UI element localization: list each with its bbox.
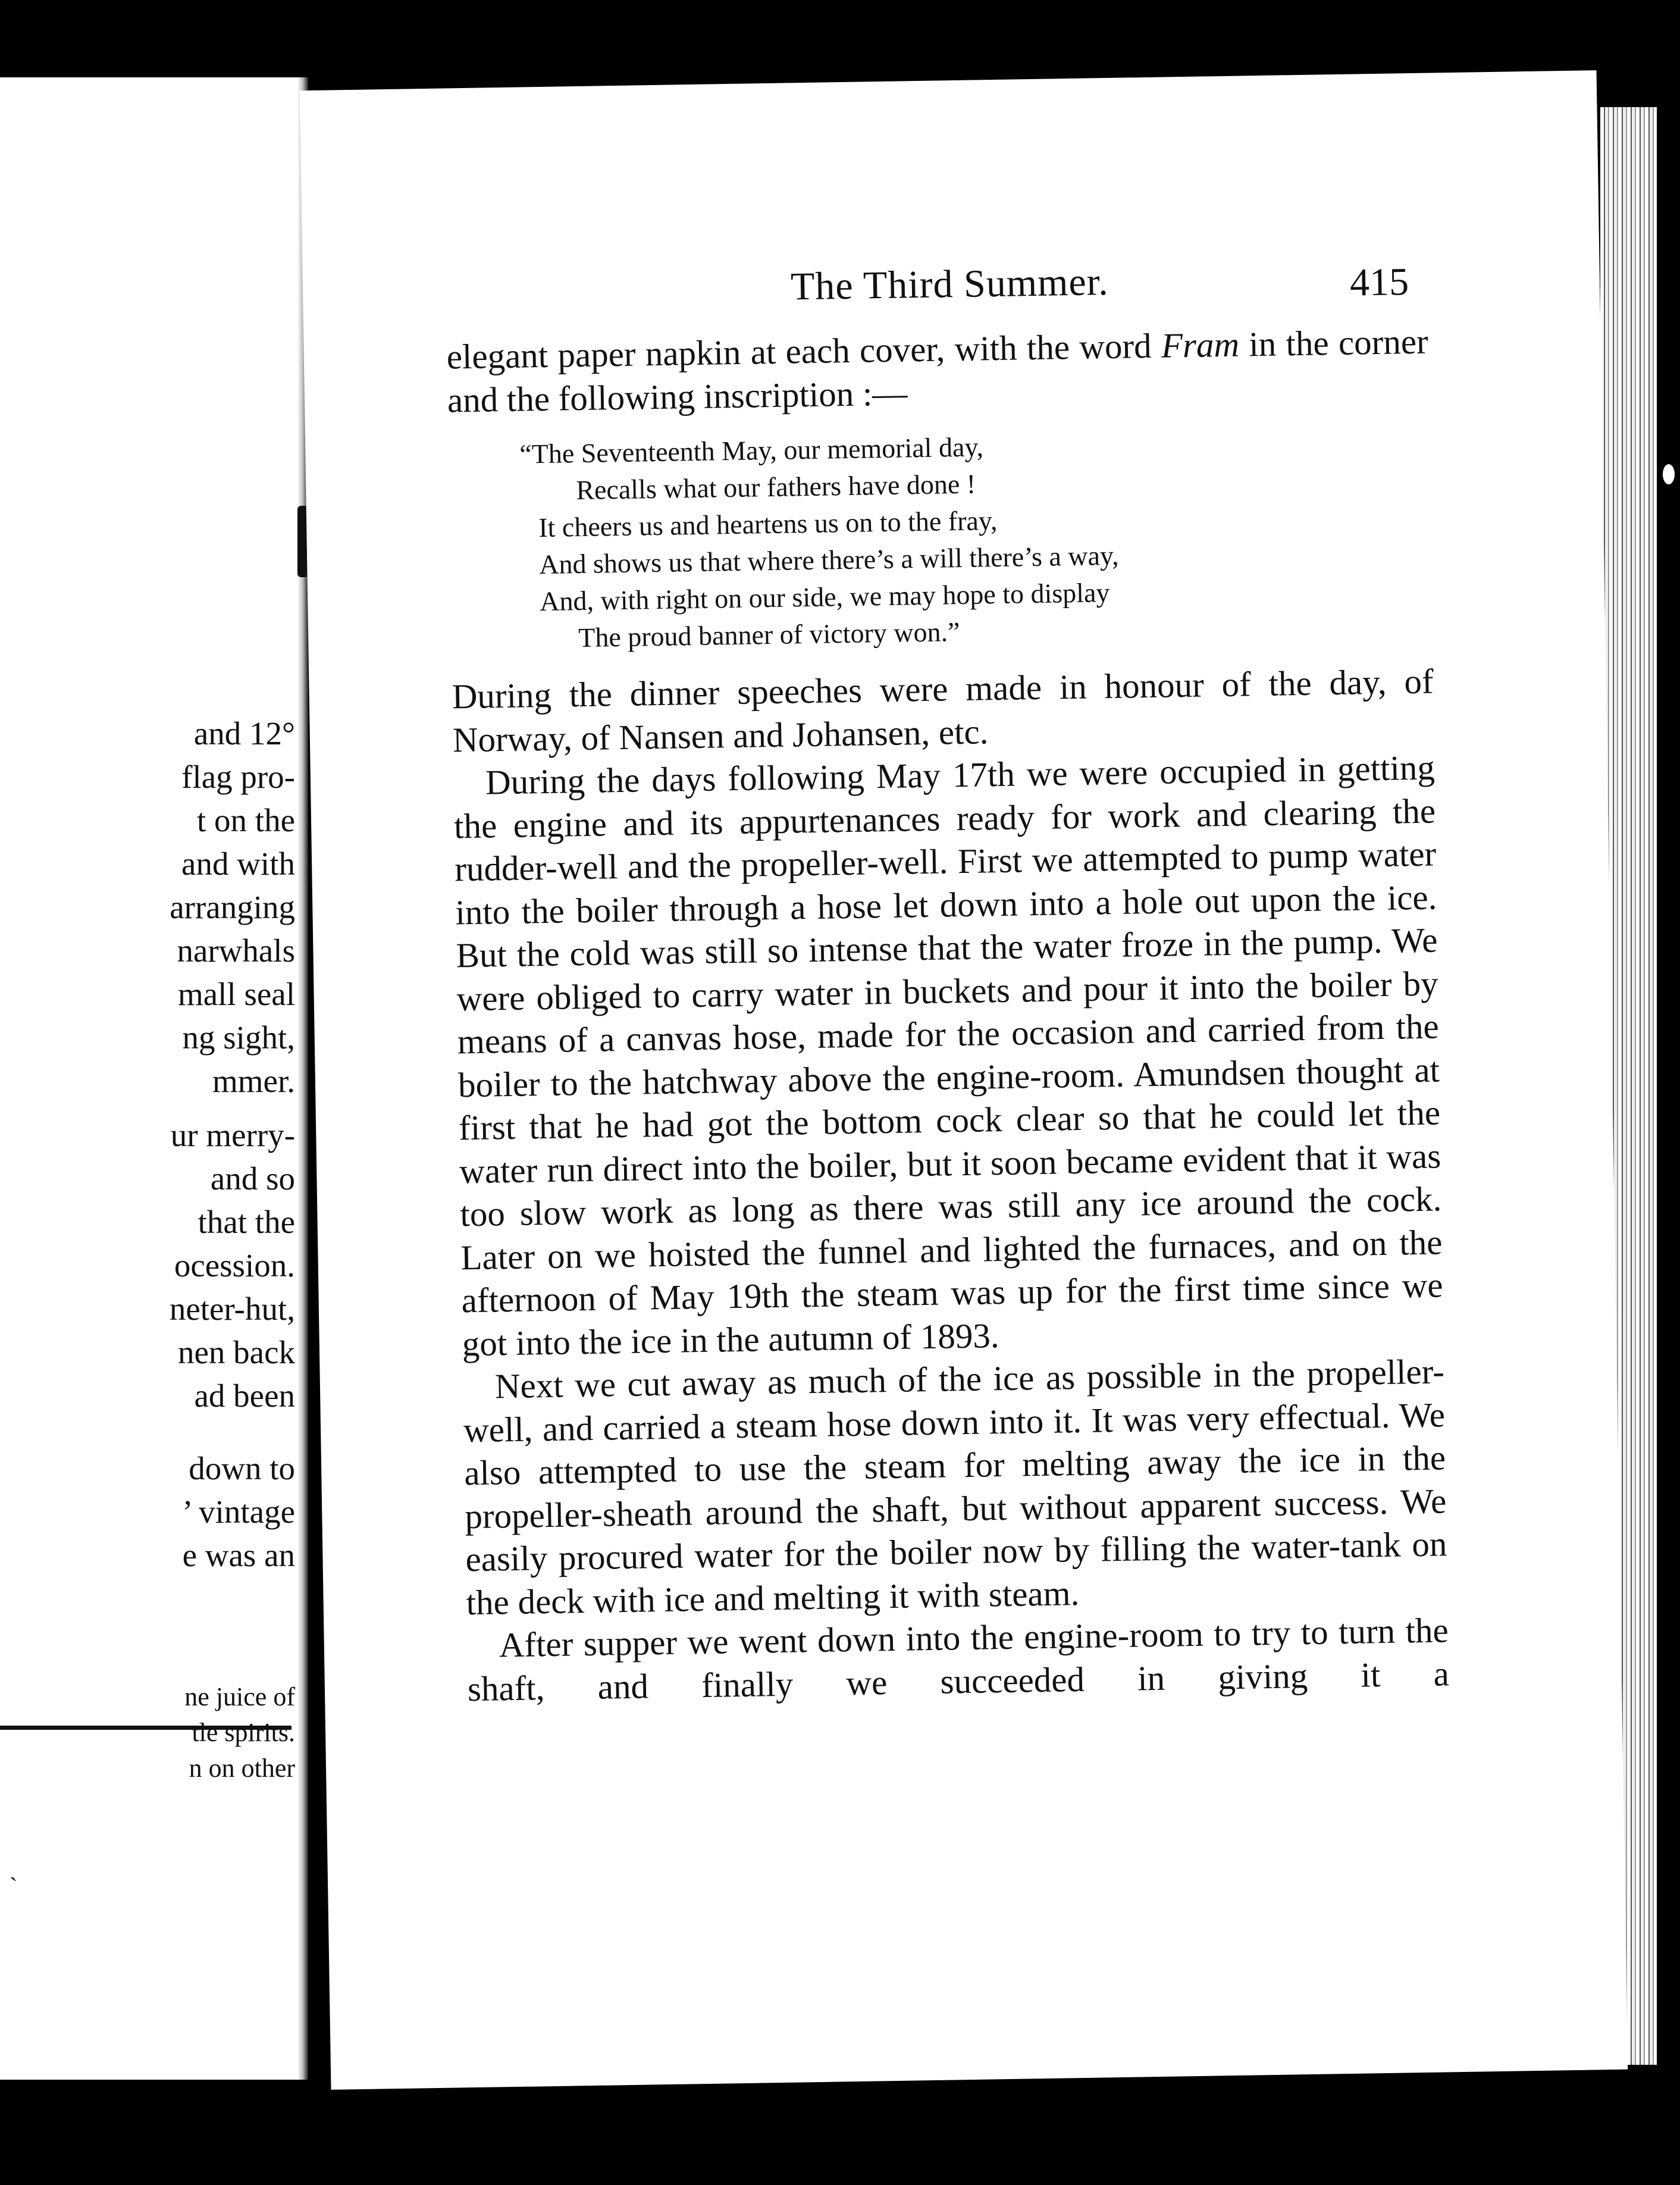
left-page (0, 77, 308, 2080)
poem-line: It cheers us and heartens us on to the fray, (538, 505, 998, 543)
opening-text-end: in the corner and the following inscription :— (447, 321, 1429, 420)
paragraph: During the days following May 17th we were occupied in getting the engine and its appurtenances ready for work and clearing the rudder-well and the propeller-well. First we attempted to pump water into the boiler through a hose let down into a hole out upon the ice. But the cold was still so intense that the water froze in the pump. We were obliged to carry water in buckets and pour it into the boiler by means of a canvas hose, made for the occasion and carried from the boiler to the hatchway above the engine-room. Amundsen thought at first that he had got the bottom cock clear so that he could let the water run direct into the boiler, but it soon became evident that it was too slow work as long as there was still any ice around the cock. Later on we hoisted the funnel and lighted the furnaces, and on the afternoon of May 19th the steam was up for the first time since we got into the ice in the autumn of 1893. (453, 747, 1444, 1363)
left-page-line: and so (210, 1160, 295, 1197)
edge-mark (1663, 464, 1675, 484)
running-head: The Third Summer. (790, 260, 1109, 309)
left-page-line: ocession. (174, 1247, 295, 1284)
paragraph: After supper we went down into the engine-room to try to turn the shaft, and finally we succeeded in giving it a (467, 1610, 1450, 1708)
left-page-line: ad been (194, 1378, 295, 1414)
left-page-line: t on the (197, 802, 295, 838)
poem-line: “The Seventeenth May, our memorial day, (519, 431, 984, 469)
left-page-line: flag pro- (181, 759, 295, 795)
body-text (446, 320, 1449, 1711)
left-page-line: down to (189, 1450, 295, 1486)
margin-mark: ` (10, 1873, 18, 1899)
left-page-line: that the (198, 1204, 295, 1240)
left-page-line: e was an (182, 1537, 295, 1573)
opening-paragraph (446, 320, 1429, 422)
paragraph: Next we cut away as much of the ice as possible in the propeller-well, and carried a steam hose down into it. It was very effectual. We also attempted to use the steam for melting away the ice in the propeller-sheath around the shaft, but without apparent success. We easily procured water for the boiler now by filling the water-tank on the deck with ice and melting it with steam. (463, 1351, 1447, 1622)
page-header (303, 252, 1600, 314)
left-page-line: and with (181, 846, 295, 882)
poem-line: Recalls what our fathers have done ! (575, 468, 976, 506)
left-footnote-line: ne juice of (184, 1682, 295, 1711)
paragraph: During the dinner speeches were made in honour of the day, of Norway, of Nansen and Johansen, etc. (452, 661, 1434, 759)
left-page-line: arranging (170, 889, 295, 925)
page-number: 415 (1349, 260, 1409, 305)
poem-line: And shows us that where there’s a will there’s a way, (538, 540, 1119, 580)
left-page-line: ng sight, (182, 1019, 295, 1056)
poem-line: And, with right on our side, we may hope to display (539, 577, 1110, 617)
left-page-line: nen back (178, 1334, 295, 1370)
left-footnote-line: tle spirits. (192, 1718, 295, 1747)
left-page-line: ur merry- (170, 1117, 295, 1153)
left-page-line: ’ vintage (182, 1494, 295, 1530)
right-page (300, 70, 1628, 2090)
ship-name: Fram (1161, 324, 1240, 365)
left-page-line: mmer. (212, 1063, 295, 1099)
left-page-line: narwhals (177, 932, 295, 969)
left-page-line: neter-hut, (169, 1291, 295, 1327)
left-footnote-line: n on other (189, 1754, 295, 1783)
poem-line: The proud banner of victory won.” (578, 616, 960, 653)
left-page-line: and 12° (193, 715, 295, 752)
left-page-line: mall seal (177, 976, 295, 1012)
inscription-poem (519, 422, 1433, 658)
opening-text: elegant paper napkin at each cover, with the word (446, 325, 1162, 377)
